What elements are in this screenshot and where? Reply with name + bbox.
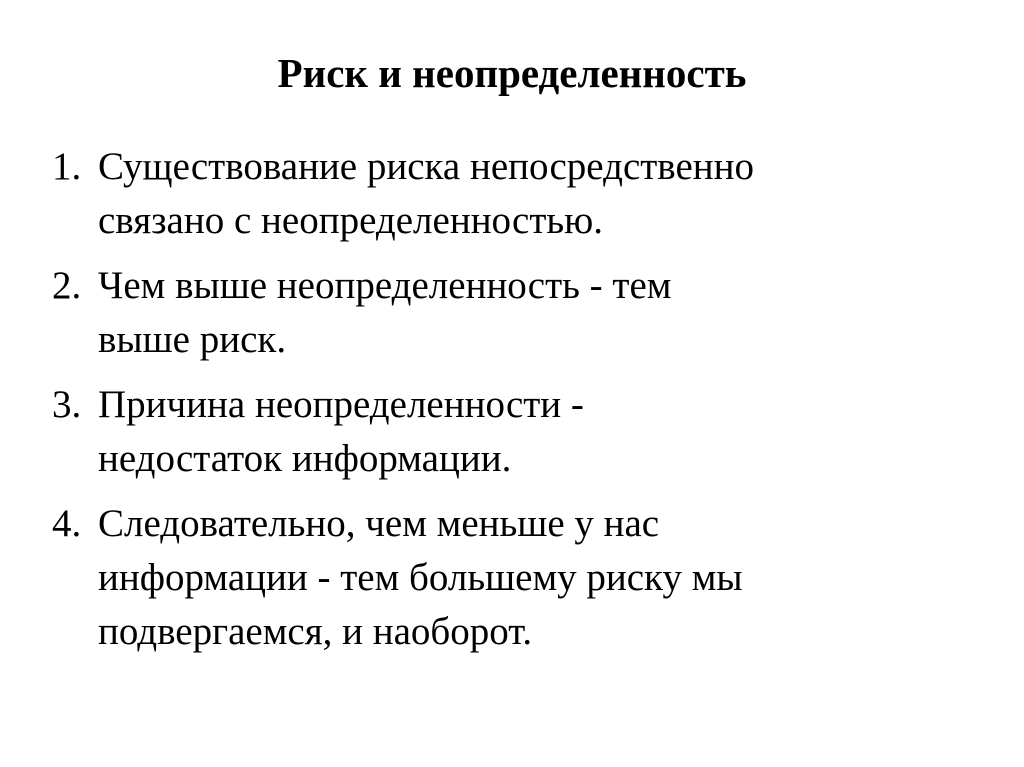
list-item-number: 3.: [52, 383, 82, 426]
list-item-number: 4.: [52, 502, 82, 545]
list-item-number: 1.: [52, 145, 82, 188]
numbered-list: [52, 140, 982, 670]
list-item: [52, 140, 982, 248]
list-item-text: связано с неопределенностью.: [98, 199, 604, 242]
list-item-text: подвергаемся, и наоборот.: [98, 610, 533, 653]
list-item-text: Причина неопределенности -: [98, 383, 584, 426]
list-item-text: выше риск.: [98, 318, 287, 361]
list-item-number: 2.: [52, 264, 82, 307]
list-item: [52, 259, 982, 367]
slide-title: Риск и неопределенность: [277, 50, 747, 96]
list-item-text: Чем выше неопределенность - тем: [98, 264, 672, 307]
list-item-text: информации - тем большему риску мы: [98, 556, 743, 599]
list-item: [52, 378, 982, 486]
list-item-text: Существование риска непосредственно: [98, 145, 755, 188]
list-item: [52, 497, 982, 659]
list-item-text: недостаток информации.: [98, 437, 512, 480]
list-item-text: Следовательно, чем меньше у нас: [98, 502, 660, 545]
